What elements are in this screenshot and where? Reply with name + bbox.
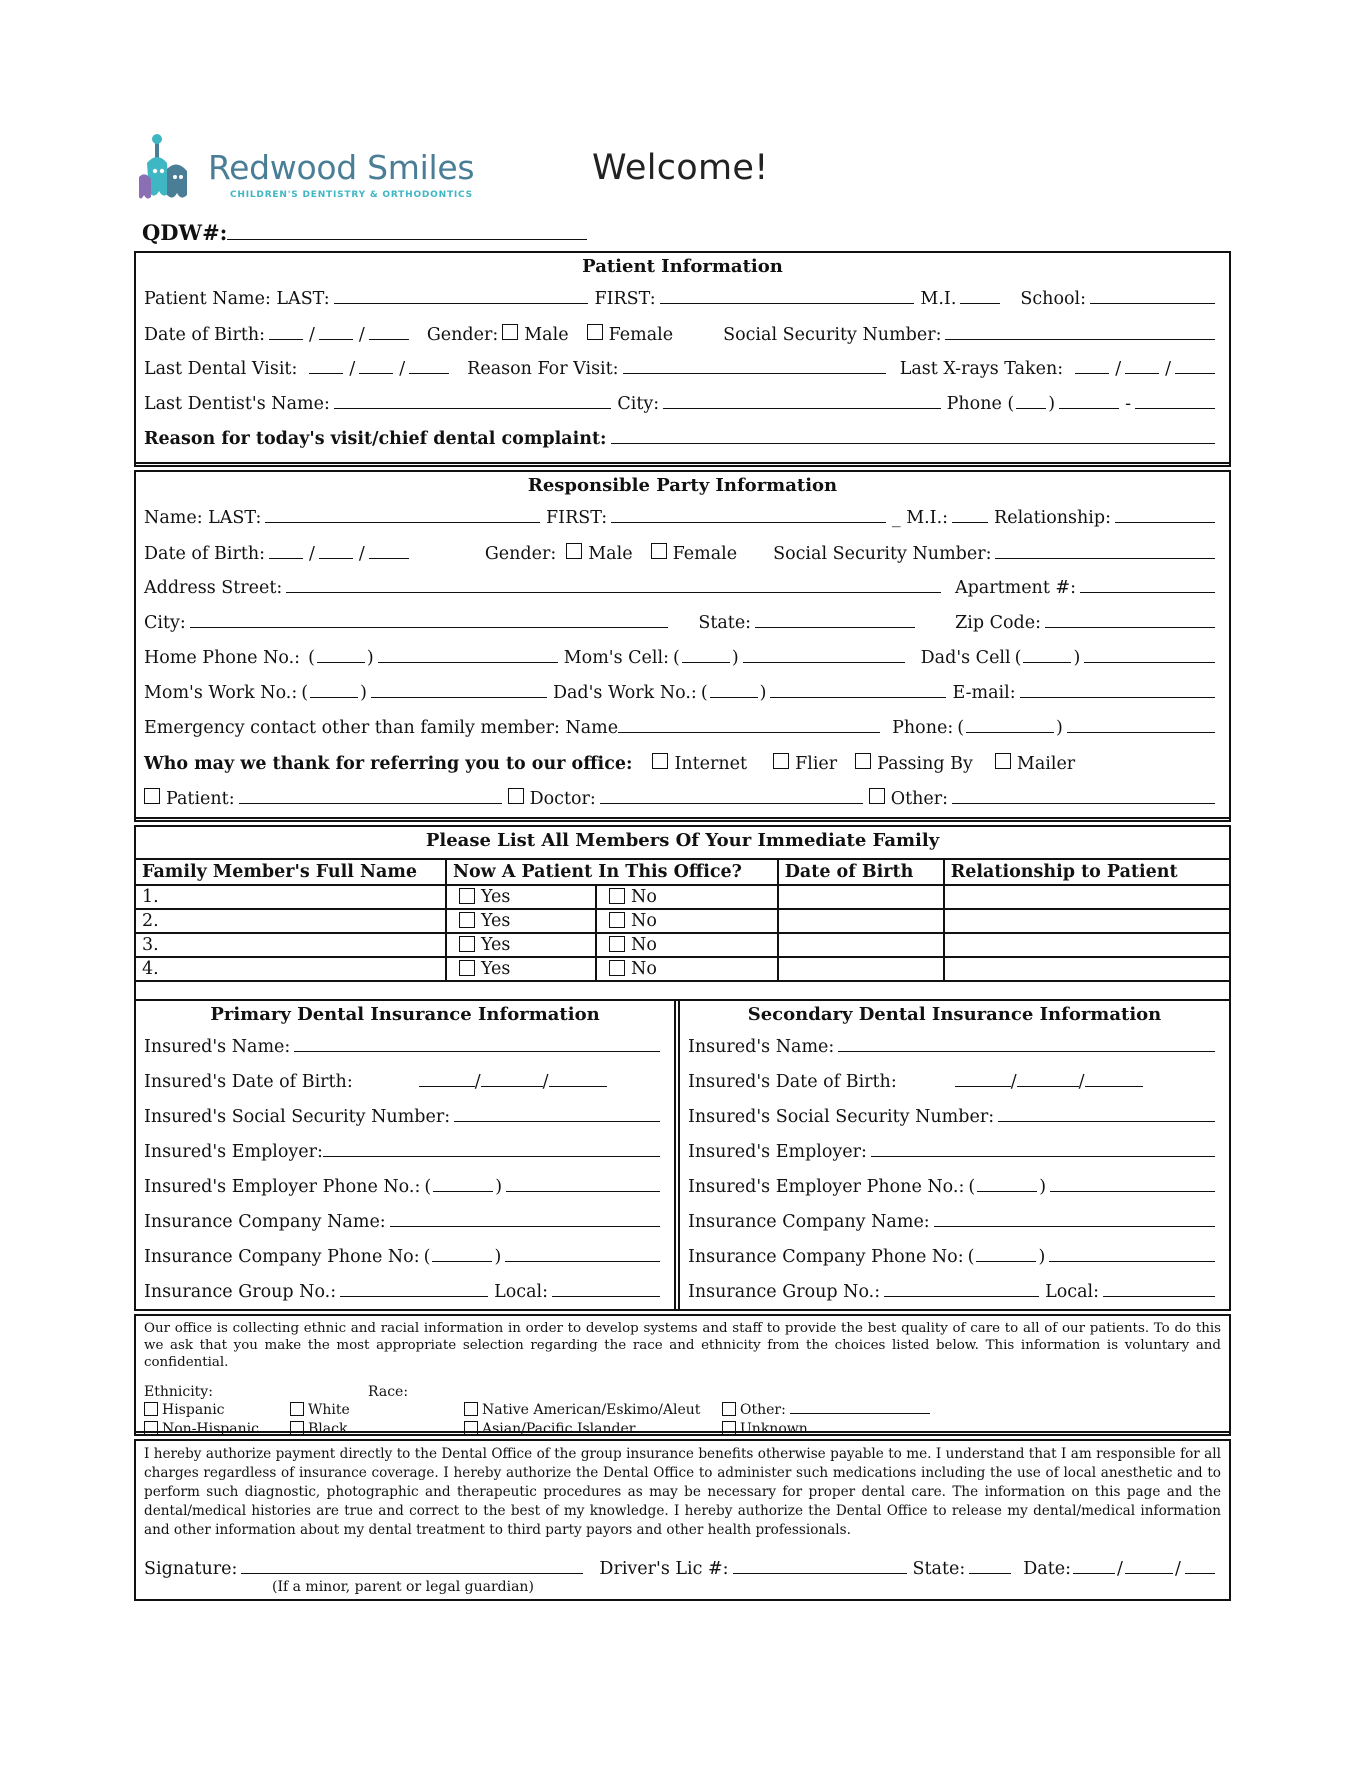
- checkbox[interactable]: [144, 1402, 158, 1416]
- secondary-insurance-title: Secondary Dental Insurance Information: [747, 1004, 1162, 1025]
- yes-checkbox[interactable]: [459, 936, 475, 952]
- ref-mailer-checkbox[interactable]: [995, 753, 1011, 769]
- col-full-name: Family Member's Full Name: [135, 859, 446, 885]
- rp-female-checkbox[interactable]: [651, 543, 667, 559]
- ref-doctor-checkbox[interactable]: [508, 788, 524, 804]
- tooth-mascot-icon: [137, 133, 195, 203]
- secondary-insurance: Secondary Dental Insurance Information Insured's Name: Insured's Date of Birth: / / Insured's Social Security Number: Insured's Employer: Insured's Employer Phone No.: ( ) Insurance Company Name: Insurance Company Phone No: ( ) Insurance Group No.: Local:: [680, 1001, 1229, 1309]
- yes-checkbox[interactable]: [459, 960, 475, 976]
- ethnicity-section: [134, 1314, 1231, 1436]
- patient-info-title: Patient Information: [582, 256, 783, 277]
- black-option[interactable]: Black: [290, 1421, 347, 1437]
- referral-row[interactable]: Who may we thank for referring you to our office: Internet Flier Passing By Mailer: [144, 754, 1076, 774]
- table-row[interactable]: 3. Yes No: [135, 933, 1230, 957]
- unknown-option[interactable]: Unknown: [722, 1421, 808, 1437]
- referral-source-row[interactable]: Patient: Doctor: Other:: [144, 788, 1221, 809]
- family-title: Please List All Members Of Your Immediate Family: [425, 830, 940, 851]
- col-relationship: Relationship to Patient: [944, 859, 1230, 885]
- ethnicity-paragraph: Our office is collecting ethnic and racial information in order to develop systems and staff to provide the best quality of care to all of our patients. To do this we ask that you make the most appropriate selection regarding the race and ethnicity from the choices listed below. This information is voluntary and confidential.: [144, 1321, 1221, 1370]
- logo: [132, 130, 492, 208]
- family-section: [134, 825, 1231, 1001]
- checkbox[interactable]: [464, 1402, 478, 1416]
- primary-insurance: Primary Dental Insurance Information Insured's Name: Insured's Date of Birth: / / Insured's Social Security Number: Insured's Employer: Insured's Employer Phone No.: ( ) Insurance Company Name: Insurance Company Phone No: ( ) Insurance Group No.: Local:: [136, 1001, 674, 1309]
- rp-city-row[interactable]: City: State: Zip Code:: [144, 613, 1221, 633]
- rp-work-row[interactable]: Mom's Work No.: ( ) Dad's Work No.: ( ) E-mail:: [144, 683, 1221, 703]
- table-row[interactable]: 1. Yes No: [135, 885, 1230, 909]
- yes-checkbox[interactable]: [459, 912, 475, 928]
- responsible-party-title: Responsible Party Information: [527, 475, 838, 496]
- ref-flier-checkbox[interactable]: [773, 753, 789, 769]
- rp-dob-row[interactable]: Date of Birth: / / Gender: Male Female Social Security Number:: [144, 543, 1221, 564]
- rp-address-row[interactable]: Address Street: Apartment #:: [144, 578, 1221, 598]
- brand-name: Redwood Smiles: [208, 148, 475, 187]
- ref-passing-checkbox[interactable]: [855, 753, 871, 769]
- white-option[interactable]: White: [290, 1402, 350, 1418]
- native-option[interactable]: Native American/Eskimo/Aleut: [464, 1402, 700, 1418]
- ref-patient-checkbox[interactable]: [144, 788, 160, 804]
- welcome-heading: Welcome!: [592, 148, 769, 188]
- primary-insurance-title: Primary Dental Insurance Information: [210, 1004, 600, 1025]
- authorization-paragraph: I hereby authorize payment directly to the Dental Office of the group insurance benefits otherwise payable to me. I understand that I am responsible for all charges regardless of insurance coverage. I hereby authorize the Dental Office to administer such medications including the use of local anesthetic and to perform such diagnostic, photographic and therapeutic procedures as may be necessary for proper dental care. The information on this page and the dental/medical histories are true and correct to the best of my knowledge. I hereby authorize the Dental Office to release my dental/medical information and other information about my dental treatment to third party payors and other health professionals.: [144, 1446, 1221, 1538]
- ref-internet-checkbox[interactable]: [652, 753, 668, 769]
- responsible-party-section: [134, 470, 1231, 822]
- rp-male-checkbox[interactable]: [566, 543, 582, 559]
- chief-complaint-row[interactable]: Reason for today's visit/chief dental complaint:: [144, 429, 1221, 449]
- family-table: [134, 858, 1231, 982]
- non-hispanic-option[interactable]: Non-Hispanic: [144, 1421, 259, 1437]
- ref-other-checkbox[interactable]: [869, 788, 885, 804]
- brand-tagline: CHILDREN'S DENTISTRY & ORTHODONTICS: [230, 190, 473, 200]
- signature-row[interactable]: Signature: Driver's Lic #: State: Date: / /: [144, 1559, 1221, 1579]
- ethnicity-label: Ethnicity:: [144, 1384, 213, 1400]
- qdw-field[interactable]: [142, 220, 587, 245]
- other-option[interactable]: Other:: [722, 1402, 930, 1418]
- insurance-section: [134, 999, 1231, 1311]
- hispanic-option[interactable]: Hispanic: [144, 1402, 225, 1418]
- col-now-patient: Now A Patient In This Office?: [446, 859, 778, 885]
- patient-dob-row[interactable]: Date of Birth: / / Gender: Male Female Social Security Number:: [144, 324, 1221, 345]
- no-checkbox[interactable]: [609, 888, 625, 904]
- patient-male-checkbox[interactable]: [502, 324, 518, 340]
- rp-emergency-row[interactable]: Emergency contact other than family member: Name Phone: ( ): [144, 718, 1221, 738]
- patient-female-checkbox[interactable]: [587, 324, 603, 340]
- yes-checkbox[interactable]: [459, 888, 475, 904]
- no-checkbox[interactable]: [609, 960, 625, 976]
- checkbox[interactable]: [290, 1402, 304, 1416]
- table-row[interactable]: 4. Yes No: [135, 957, 1230, 981]
- table-row[interactable]: 2. Yes No: [135, 909, 1230, 933]
- patient-name-row[interactable]: Patient Name: LAST: FIRST: M.I. School:: [144, 289, 1221, 309]
- minor-note: (If a minor, parent or legal guardian): [272, 1579, 534, 1595]
- asian-option[interactable]: Asian/Pacific Islander: [464, 1421, 635, 1437]
- race-label: Race:: [368, 1384, 409, 1400]
- authorization-section: [134, 1439, 1231, 1601]
- patient-dentist-row[interactable]: Last Dentist's Name: City: Phone ( ) -: [144, 394, 1221, 414]
- patient-info-section: [134, 251, 1231, 467]
- no-checkbox[interactable]: [609, 912, 625, 928]
- rp-phone-row[interactable]: Home Phone No.: ( ) Mom's Cell: ( ) Dad's Cell ( ): [144, 648, 1221, 668]
- rp-name-row[interactable]: Name: LAST: FIRST: _ M.I.: Relationship:: [144, 508, 1221, 528]
- col-dob: Date of Birth: [778, 859, 944, 885]
- no-checkbox[interactable]: [609, 936, 625, 952]
- qdw-label: QDW#:: [142, 220, 228, 245]
- patient-visit-row[interactable]: Last Dental Visit: / / Reason For Visit: Last X-rays Taken: / /: [144, 359, 1221, 379]
- checkbox[interactable]: [722, 1402, 736, 1416]
